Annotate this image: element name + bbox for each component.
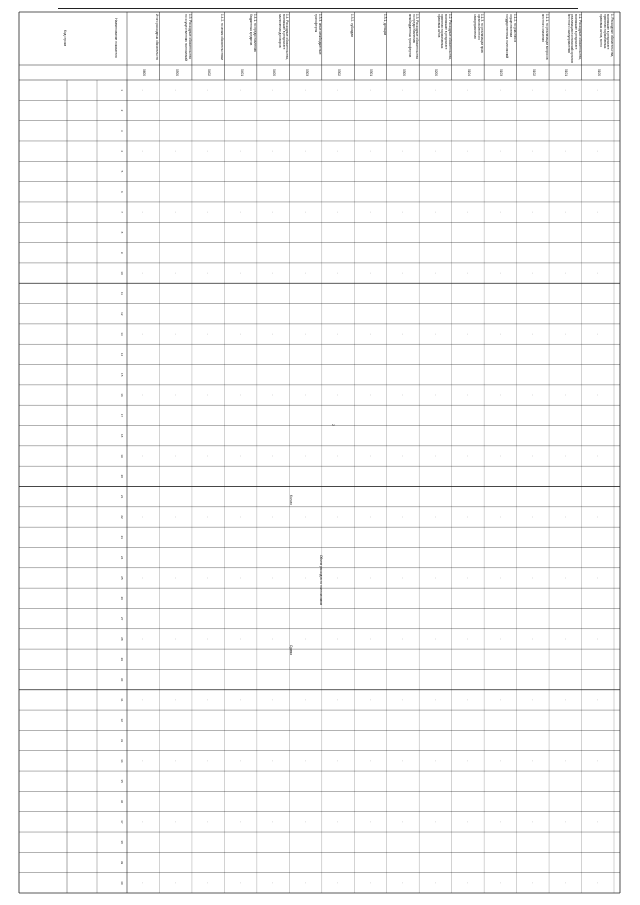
cell-dash: -: [238, 760, 243, 762]
cell-dash: -: [206, 89, 211, 91]
column-number: 24: [120, 555, 124, 560]
row-code: 0303: [304, 68, 309, 77]
column-number: 22: [120, 515, 124, 519]
row-label: 1.1.3. по реализации прав органов местного самоуправления: [472, 14, 485, 54]
column-number: 26: [120, 596, 124, 600]
cell-dash: -: [400, 577, 405, 579]
cell-dash: -: [400, 699, 405, 701]
row-code: 0402: [207, 68, 212, 77]
cell-dash: -: [206, 638, 211, 640]
column-number: 36: [120, 799, 124, 804]
cell-dash: -: [498, 821, 503, 823]
cell-dash: -: [595, 272, 600, 274]
cell-dash: -: [563, 760, 568, 762]
page-number: 2: [331, 424, 335, 426]
row-label: 1.1. Расходные обязательства, возникшие в результате реализации полномочий органов местного самоуправления: [566, 14, 582, 64]
cell-dash: -: [530, 89, 535, 91]
cell-dash: -: [498, 577, 503, 579]
cell-dash: -: [336, 455, 341, 457]
cell-dash: -: [498, 89, 503, 91]
cell-dash: -: [400, 211, 405, 213]
cell-dash: -: [563, 89, 568, 91]
row-code: 0301: [369, 68, 374, 77]
cell-dash: -: [595, 89, 600, 91]
cell-dash: -: [141, 760, 146, 762]
cell-dash: -: [206, 821, 211, 823]
table-sheet: [17, 10, 622, 895]
cell-dash: -: [368, 638, 373, 640]
row-label: 1.1.2. по участию в осуществлении государственных полномочий: [505, 14, 517, 59]
cell-dash: -: [400, 760, 405, 762]
cell-dash: -: [595, 882, 600, 884]
cell-dash: -: [498, 272, 503, 274]
cell-dash: -: [498, 333, 503, 335]
cell-dash: -: [336, 211, 341, 213]
cell-dash: -: [303, 89, 308, 91]
cell-dash: -: [595, 455, 600, 457]
cell-dash: -: [498, 150, 503, 152]
column-number: 12: [120, 312, 124, 316]
cell-dash: -: [400, 455, 405, 457]
column-number: 38: [120, 840, 124, 844]
cell-dash: -: [530, 211, 535, 213]
row-label: 1.2. Расходные обязательства, возникшие в результате принятия нормативных правовых актов: [436, 14, 452, 61]
cell-dash: -: [336, 272, 341, 274]
cell-dash: -: [465, 89, 470, 91]
row-code: 0200: [434, 68, 439, 77]
column-number: 29: [120, 657, 124, 661]
cell-dash: -: [271, 699, 276, 701]
header-right-group: Объем расходов по полномочиям: [319, 554, 323, 606]
cell-dash: -: [368, 89, 373, 91]
cell-dash: -: [238, 516, 243, 518]
cell-dash: -: [206, 211, 211, 213]
row-code: 0103: [499, 68, 504, 77]
column-number: 35: [120, 779, 124, 783]
cell-dash: -: [498, 760, 503, 762]
column-number: 20: [120, 474, 124, 479]
cell-dash: -: [498, 638, 503, 640]
column-number: 17: [120, 413, 124, 418]
row-code: 0401: [239, 68, 244, 77]
cell-dash: -: [563, 394, 568, 396]
column-number: 8: [120, 231, 124, 234]
column-number: 13: [120, 332, 124, 336]
cell-dash: -: [433, 516, 438, 518]
cell-dash: -: [336, 333, 341, 335]
row-label: 1. Расходные обязательства, возникшие в результате принятия нормативных правовых актов, всего: [599, 14, 614, 59]
cell-dash: -: [433, 272, 438, 274]
cell-dash: -: [465, 150, 470, 152]
cell-dash: -: [563, 821, 568, 823]
cell-dash: -: [238, 699, 243, 701]
cell-dash: -: [173, 882, 178, 884]
cell-dash: -: [465, 821, 470, 823]
cell-dash: -: [238, 882, 243, 884]
cell-dash: -: [400, 821, 405, 823]
column-number: 9: [120, 251, 124, 254]
cell-dash: -: [141, 211, 146, 213]
cell-dash: -: [141, 577, 146, 579]
row-label: 1.4.2. по иным обязательствам: [220, 14, 225, 60]
cell-dash: -: [498, 516, 503, 518]
cell-dash: -: [465, 394, 470, 396]
cell-dash: -: [595, 211, 600, 213]
cell-dash: -: [433, 150, 438, 152]
column-number: 10: [120, 271, 124, 275]
cell-dash: -: [303, 394, 308, 396]
cell-dash: -: [271, 882, 276, 884]
cell-dash: -: [400, 89, 405, 91]
cell-dash: -: [141, 455, 146, 457]
cell-dash: -: [433, 882, 438, 884]
cell-dash: -: [563, 638, 568, 640]
cell-dash: -: [530, 638, 535, 640]
cell-dash: -: [433, 333, 438, 335]
cell-dash: -: [563, 577, 568, 579]
cell-dash: -: [173, 150, 178, 152]
cell-dash: -: [433, 760, 438, 762]
column-number: 30: [120, 677, 124, 682]
cell-dash: -: [595, 760, 600, 762]
cell-dash: -: [303, 882, 308, 884]
cell-dash: -: [400, 516, 405, 518]
cell-dash: -: [433, 455, 438, 457]
column-number: 19: [120, 454, 124, 458]
cell-dash: -: [206, 333, 211, 335]
cell-dash: -: [141, 516, 146, 518]
column-number: 34: [120, 759, 124, 763]
cell-dash: -: [336, 638, 341, 640]
cell-dash: -: [238, 272, 243, 274]
row-label: 1.3.2. субсидии: [350, 14, 355, 37]
cell-dash: -: [206, 272, 211, 274]
column-number: 5: [120, 170, 124, 173]
cell-dash: -: [368, 760, 373, 762]
cell-dash: -: [530, 760, 535, 762]
cell-dash: -: [303, 699, 308, 701]
cell-dash: -: [238, 150, 243, 152]
row-label: 1.4. Расходные обязательства, возникшие в результате заключения договоров: [278, 14, 290, 61]
cell-dash: -: [530, 333, 535, 335]
cell-dash: -: [498, 699, 503, 701]
cell-dash: -: [595, 638, 600, 640]
cell-dash: -: [271, 89, 276, 91]
cell-dash: -: [595, 577, 600, 579]
cell-dash: -: [271, 272, 276, 274]
cell-dash: -: [595, 333, 600, 335]
column-number: 6: [120, 190, 124, 193]
cell-dash: -: [465, 516, 470, 518]
cell-dash: -: [173, 211, 178, 213]
cell-dash: -: [563, 333, 568, 335]
cell-dash: -: [433, 821, 438, 823]
cell-dash: -: [433, 89, 438, 91]
cell-dash: -: [595, 699, 600, 701]
column-number: 32: [120, 718, 124, 722]
cell-dash: -: [465, 699, 470, 701]
cell-dash: -: [238, 89, 243, 91]
cell-dash: -: [530, 150, 535, 152]
cell-dash: -: [173, 638, 178, 640]
cell-dash: -: [368, 882, 373, 884]
cell-dash: -: [141, 89, 146, 91]
cell-dash: -: [303, 516, 308, 518]
row-label: Итого расходных обязательств: [155, 14, 160, 60]
cell-dash: -: [400, 272, 405, 274]
column-number: 31: [120, 698, 124, 702]
cell-dash: -: [271, 760, 276, 762]
cell-dash: -: [530, 821, 535, 823]
column-number: 23: [120, 535, 124, 539]
row-code: 0400: [272, 68, 277, 77]
cell-dash: -: [336, 882, 341, 884]
cell-dash: -: [206, 760, 211, 762]
header-code: Код строки: [63, 29, 67, 47]
cell-dash: -: [465, 211, 470, 213]
cell-dash: -: [433, 699, 438, 701]
column-number: 27: [120, 616, 124, 621]
cell-dash: -: [303, 821, 308, 823]
cell-dash: -: [368, 577, 373, 579]
cell-dash: -: [498, 394, 503, 396]
cell-dash: -: [530, 394, 535, 396]
cell-dash: -: [206, 516, 211, 518]
cell-dash: -: [206, 394, 211, 396]
cell-dash: -: [271, 394, 276, 396]
cell-dash: -: [400, 150, 405, 152]
cell-dash: -: [530, 516, 535, 518]
cell-dash: -: [368, 699, 373, 701]
cell-dash: -: [303, 333, 308, 335]
column-number: 3: [120, 129, 124, 132]
cell-dash: -: [595, 516, 600, 518]
cell-dash: -: [303, 638, 308, 640]
column-number: 4: [120, 150, 124, 152]
cell-dash: -: [303, 272, 308, 274]
cell-dash: -: [368, 211, 373, 213]
cell-dash: -: [238, 455, 243, 457]
cell-dash: -: [400, 333, 405, 335]
header-left-title: Наименование показателя: [114, 18, 118, 58]
cell-dash: -: [400, 882, 405, 884]
cell-dash: -: [271, 821, 276, 823]
cell-dash: -: [595, 394, 600, 396]
row-label: 1.1.1. по реализации вопросов местного значения: [541, 14, 550, 61]
cell-dash: -: [238, 211, 243, 213]
cell-dash: -: [336, 821, 341, 823]
cell-dash: -: [498, 882, 503, 884]
column-number: 2: [120, 109, 124, 112]
row-label: 1.3.3. иные межбюджетные трансферты: [314, 14, 322, 56]
cell-dash: -: [238, 638, 243, 640]
row-label: 1.3.1. дотации: [382, 14, 387, 36]
cell-dash: -: [433, 211, 438, 213]
cell-dash: -: [465, 577, 470, 579]
cell-dash: -: [173, 455, 178, 457]
cell-dash: -: [563, 699, 568, 701]
cell-dash: -: [368, 516, 373, 518]
cell-dash: -: [141, 272, 146, 274]
column-number: 18: [120, 434, 124, 438]
column-number: 37: [120, 820, 124, 824]
cell-dash: -: [563, 272, 568, 274]
cell-dash: -: [303, 760, 308, 762]
cell-dash: -: [336, 150, 341, 152]
row-label: 1.5. Расходные обязательства по осуществлению полномочий: [184, 14, 192, 61]
cell-dash: -: [336, 394, 341, 396]
cell-dash: -: [530, 699, 535, 701]
cell-dash: -: [271, 150, 276, 152]
row-code: 0600: [142, 68, 147, 77]
cell-dash: -: [400, 638, 405, 640]
row-code: 0102: [531, 68, 536, 77]
cell-dash: -: [368, 272, 373, 274]
cell-dash: -: [271, 516, 276, 518]
cell-dash: -: [595, 821, 600, 823]
cell-dash: -: [465, 272, 470, 274]
cell-dash: -: [595, 150, 600, 152]
cell-dash: -: [368, 821, 373, 823]
cell-dash: -: [465, 882, 470, 884]
cell-dash: -: [465, 638, 470, 640]
cell-dash: -: [206, 577, 211, 579]
row-code: 0500: [174, 68, 179, 77]
column-number: 40: [120, 881, 124, 885]
cell-dash: -: [465, 333, 470, 335]
cell-dash: -: [336, 699, 341, 701]
top-rule: [58, 8, 578, 9]
header-sub-b: Сумма: [289, 644, 293, 655]
cell-dash: -: [141, 333, 146, 335]
column-number: 7: [120, 211, 124, 213]
cell-dash: -: [433, 577, 438, 579]
cell-dash: -: [530, 455, 535, 457]
column-number: 25: [120, 576, 124, 580]
cell-dash: -: [530, 882, 535, 884]
column-number: 33: [120, 738, 124, 743]
column-number: 39: [120, 860, 124, 865]
row-code: 0302: [337, 68, 342, 77]
cell-dash: -: [173, 394, 178, 396]
cell-dash: -: [173, 89, 178, 91]
row-code: 0101: [564, 68, 569, 77]
column-number: 21: [120, 494, 124, 499]
cell-dash: -: [563, 882, 568, 884]
cell-dash: -: [433, 394, 438, 396]
column-number: 1: [120, 89, 124, 91]
cell-dash: -: [336, 516, 341, 518]
cell-dash: -: [173, 333, 178, 335]
column-number: 11: [120, 291, 124, 295]
cell-dash: -: [206, 150, 211, 152]
cell-dash: -: [336, 89, 341, 91]
column-number: 28: [120, 637, 124, 641]
cell-dash: -: [173, 760, 178, 762]
cell-dash: -: [498, 211, 503, 213]
cell-dash: -: [433, 638, 438, 640]
cell-dash: -: [238, 577, 243, 579]
cell-dash: -: [563, 516, 568, 518]
cell-dash: -: [368, 455, 373, 457]
header-sub-a: Кол-во: [289, 495, 293, 505]
cell-dash: -: [368, 150, 373, 152]
cell-dash: -: [400, 394, 405, 396]
row-label: 1.3. Расходные обязательства по предоставлению межбюджетных трансфертов: [408, 14, 420, 60]
cell-dash: -: [465, 455, 470, 457]
cell-dash: -: [368, 333, 373, 335]
column-number: 16: [120, 393, 124, 397]
cell-dash: -: [271, 455, 276, 457]
column-number: 15: [120, 373, 124, 377]
cell-dash: -: [336, 577, 341, 579]
cell-dash: -: [271, 638, 276, 640]
cell-dash: -: [173, 516, 178, 518]
row-code: 0104: [466, 68, 471, 77]
cell-dash: -: [336, 760, 341, 762]
cell-dash: -: [141, 150, 146, 152]
cell-dash: -: [303, 211, 308, 213]
cell-dash: -: [530, 272, 535, 274]
cell-dash: -: [563, 211, 568, 213]
cell-dash: -: [206, 699, 211, 701]
cell-dash: -: [141, 638, 146, 640]
cell-dash: -: [563, 150, 568, 152]
cell-dash: -: [141, 699, 146, 701]
cell-dash: -: [271, 211, 276, 213]
cell-dash: -: [141, 394, 146, 396]
cell-dash: -: [173, 577, 178, 579]
cell-dash: -: [173, 272, 178, 274]
row-code: 0100: [596, 68, 601, 77]
cell-dash: -: [368, 394, 373, 396]
cell-dash: -: [173, 699, 178, 701]
cell-dash: -: [141, 821, 146, 823]
row-code: 0300: [401, 68, 406, 77]
cell-dash: -: [465, 760, 470, 762]
column-number: 14: [120, 352, 124, 357]
cell-dash: -: [238, 394, 243, 396]
cell-dash: -: [271, 333, 276, 335]
cell-dash: -: [238, 333, 243, 335]
cell-dash: -: [271, 577, 276, 579]
cell-dash: -: [498, 455, 503, 457]
cell-dash: -: [141, 882, 146, 884]
cell-dash: -: [303, 577, 308, 579]
cell-dash: -: [530, 577, 535, 579]
cell-dash: -: [206, 455, 211, 457]
cell-dash: -: [303, 150, 308, 152]
rotated-sheet: [17, 10, 622, 895]
cell-dash: -: [563, 455, 568, 457]
row-label: 1.4.1. по предоставлению бюджетных кредитов: [249, 14, 257, 53]
cell-dash: -: [206, 882, 211, 884]
cell-dash: -: [238, 821, 243, 823]
cell-dash: -: [303, 455, 308, 457]
cell-dash: -: [173, 821, 178, 823]
